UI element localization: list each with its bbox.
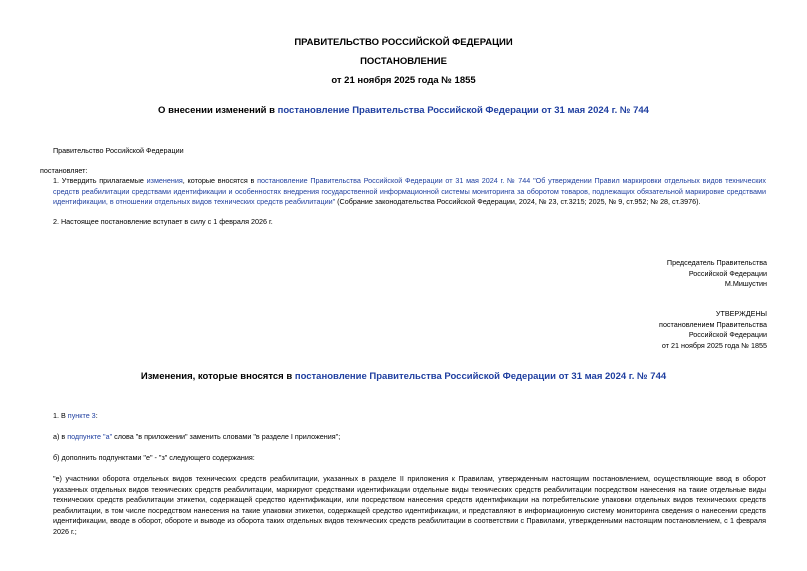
title-link[interactable]: постановление Правительства Российской Федерации от 31 мая 2024 г. № 744 (277, 105, 649, 116)
changes-title (0, 371, 807, 382)
signature-block (667, 258, 767, 290)
change-subitem-a (53, 432, 340, 443)
p1-link-resolution[interactable]: постановление Правительства Российской Федерации от 31 мая 2024 г. № 744 "Об утверждении Правил маркировки отдельных видов технических средств реабилитации средствами идентификации и особенностях внедрения государственной информационной системы мониторинга за оборотом товаров, подлежащих обязательной маркировке средствами идентификации, в отношении отдельных видов технических средств реабилитации" (53, 176, 766, 207)
title-prefix: О внесении изменений в (158, 105, 278, 116)
document-type: ПОСТАНОВЛЕНИЕ (360, 56, 447, 67)
changes-title-link[interactable]: постановление Правительства Российской Федерации от 31 мая 2024 г. № 744 (294, 371, 667, 382)
subitem-e-text: "е) участники оборота отдельных видов технических средств реабилитации, указанных в разделе II приложения к Правилам, утвержденным настоящим постановлением, осуществляющие ввод в оборот указанных отдельных видов технических средств реабилитации, маркируют средствами идентификации отдельные виды технических средств реабилитации посредством нанесения на такие отдельные виды технических средств реабилитации этикетки, содержащей средство идентификации, или посредством нанесения средств идентификации на потребительские упаковки отдельных видов технических средств реабилитации, в том числе посредством нанесения на такие упаковки этикетки, содержащей средство идентификации, и представляют в информационную систему мониторинга сведения о нанесении средств идентификации, вводе в оборот, обороте и выводе из оборота таких отдельных видов технических средств реабилитации в соответствии с Правилами, утвержденными настоящим постановлением, с 1 февраля 2026 г.; (53, 474, 766, 536)
paragraph-1 (53, 176, 766, 208)
item1-link[interactable]: пункте 3 (67, 411, 96, 420)
signature-line-2: Российской Федерации (688, 268, 767, 278)
subitem-a-text-a: а) в (53, 432, 68, 441)
item1-text-a: 1. В (53, 411, 68, 420)
approved-line-3: Российской Федерации (688, 330, 767, 340)
document-title (0, 105, 807, 116)
p1-link-changes[interactable]: изменения (146, 176, 183, 185)
subitem-a-link[interactable]: подпункте "а" (67, 432, 113, 441)
approved-line-4: от 21 ноября 2025 года № 1855 (661, 340, 767, 350)
signature-line-3: М.Мишустин (724, 279, 767, 289)
approved-block (659, 309, 767, 351)
approved-line-2: постановлением Правительства (659, 319, 767, 329)
decides-text: постановляет: (40, 166, 88, 175)
document-date-number: от 21 ноября 2025 года № 1855 (331, 75, 476, 86)
item1-text-b: : (95, 411, 98, 420)
change-subitem-b: б) дополнить подпунктами "е" - "з" следующего содержания: (53, 453, 255, 462)
p1-text-b: , которые вносятся в (182, 176, 258, 185)
approved-line-1: УТВЕРЖДЕНЫ (715, 309, 767, 318)
change-item-1 (53, 411, 98, 422)
subitem-a-text-b: слова "в приложении" заменить словами "в разделе I приложения"; (112, 432, 341, 441)
paragraph-2: 2. Настоящее постановление вступает в силу с 1 февраля 2026 г. (53, 217, 273, 226)
signature-line-1: Председатель Правительства (666, 258, 767, 267)
intro-text: Правительство Российской Федерации (53, 146, 184, 155)
change-subitem-e (53, 474, 766, 538)
government-heading: ПРАВИТЕЛЬСТВО РОССИЙСКОЙ ФЕДЕРАЦИИ (294, 37, 513, 48)
changes-title-prefix: Изменения, которые вносятся в (140, 371, 295, 382)
p1-text-c: (Собрание законодательства Российской Федерации, 2024, № 23, ст.3215; 2025, № 9, ст.952; № 28, ст.3976). (335, 197, 701, 207)
p1-text-a: 1. Утвердить прилагаемые (53, 176, 147, 185)
